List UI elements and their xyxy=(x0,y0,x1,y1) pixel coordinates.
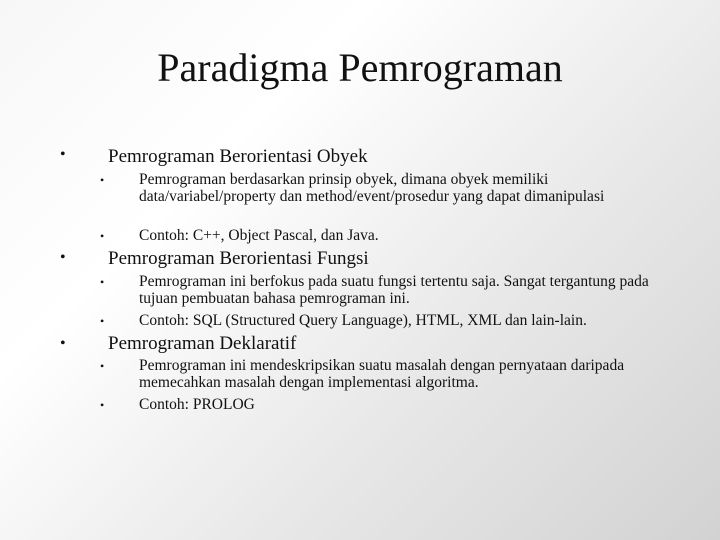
section-heading-oop: Pemrograman Berorientasi Obyek xyxy=(108,146,368,167)
section-item: Contoh: C++, Object Pascal, dan Java. xyxy=(139,227,379,244)
section-heading-functional: Pemrograman Berorientasi Fungsi xyxy=(108,248,369,269)
section-heading-declarative: Pemrograman Deklaratif xyxy=(108,333,297,354)
section-item: Pemrograman ini berfokus pada suatu fungsi tertentu saja. Sangat tergantung pada tujuan pembuatan bahasa pemrograman ini. xyxy=(139,273,649,307)
sub-bullet-icon: • xyxy=(100,173,105,187)
bullet-icon: • xyxy=(60,146,66,163)
bullet-icon: • xyxy=(60,249,66,266)
sub-bullet-icon: • xyxy=(100,359,105,373)
bullet-icon: • xyxy=(60,335,66,352)
slide-title: Paradigma Pemrograman xyxy=(157,45,563,90)
section-item: Pemrograman berdasarkan prinsip obyek, dimana obyek memiliki data/variabel/property dan method/event/prosedur yang dapat dimanipulasi xyxy=(139,171,605,205)
sub-bullet-icon: • xyxy=(100,275,105,289)
section-item: Contoh: SQL (Structured Query Language), HTML, XML dan lain-lain. xyxy=(139,312,587,329)
sub-bullet-icon: • xyxy=(100,229,105,243)
section-item: Pemrograman ini mendeskripsikan suatu masalah dengan pernyataan daripada memecahkan masalah dengan implementasi algoritma. xyxy=(139,357,625,391)
sub-bullet-icon: • xyxy=(100,314,105,328)
sub-bullet-icon: • xyxy=(100,398,105,412)
section-item: Contoh: PROLOG xyxy=(139,396,255,413)
